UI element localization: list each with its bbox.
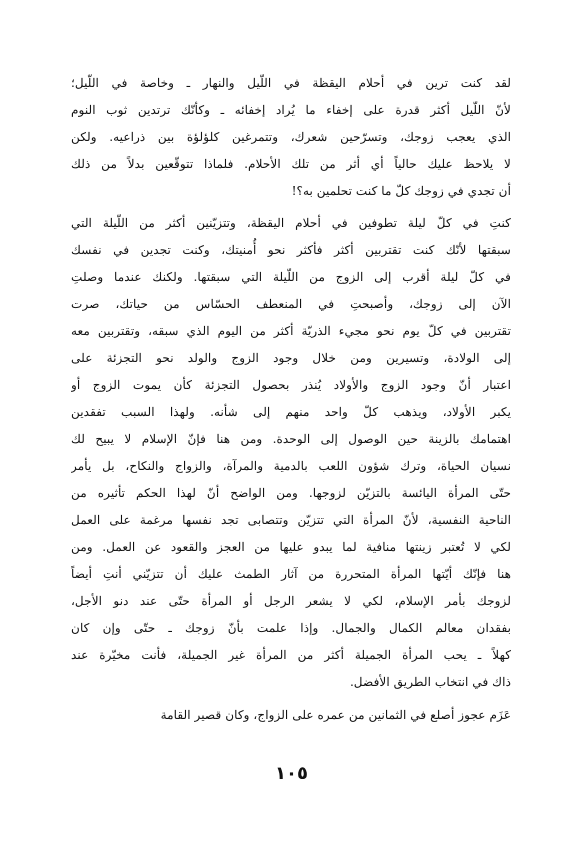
paragraph-3 <box>71 702 511 729</box>
paragraph-line: لا يلاحظ عليك حالياً أي أثر من تلك الأحلام. فلماذا تتوقّعين بدلاً من ذلك <box>71 157 511 171</box>
paragraph-2 <box>71 210 511 696</box>
paragraph-line: الناحية النفسية، لأنّ المرأة التي تتزيّن وتتصابى تجد نفسها مرغمة على العمل <box>71 513 511 527</box>
paragraph-line: لقد كنت ترين في أحلام اليقظة في اللّيل والنهار ـ وخاصة في اللّيل؛ <box>71 76 511 90</box>
paragraph-line: ذاك في انتخاب الطريق الأفضل. <box>349 675 511 689</box>
paragraph-line: اعتبار أنّ وجود الزوج والأولاد يُنذر بحصول التجزئة كأن يموت الزوج أو <box>71 378 511 392</box>
paragraph-line: عَزَم عجوز أصلع في الثمانين من عمره على الزواج، وكان قصير القامة <box>160 708 511 722</box>
paragraph-line: الذي يعجب زوجك، وتسرّحين شعرك، وتتمرغين كلؤلؤة بين ذراعيه. ولكن <box>71 130 511 144</box>
paragraph-line: تقتربين في كلّ يوم نحو مجيء الذريّة أكثر من اليوم الذي سبقه، وتقتربين معه <box>71 324 511 338</box>
paragraph-line: لزوجك بأمر الإسلام، لكي لا يشعر الرجل أو المرأة حتّى عند دنو الأجل، <box>71 594 511 608</box>
paragraph-line: نسيان الحياة، وترك شؤون اللعب بالدمية والمرآة، والزواج والنكاح، بل يأمر <box>71 459 511 473</box>
paragraph-line: بفقدان معالم الكمال والجمال. وإذا علمت بأنّ زوجك ـ حتّى وإن كان <box>71 621 511 635</box>
paragraph-line: كهلاً ـ يحب المرأة الجميلة أكثر من المرأة غير الجميلة، فأنت مخيّرة عند <box>71 648 511 662</box>
paragraph-line: إلى الولادة، وتسيرين ومن خلال وجود الزوج والولد نحو التجزئة على <box>71 351 511 365</box>
paragraph-1 <box>71 70 511 205</box>
page-number: ١٠٥ <box>275 763 308 784</box>
paragraph-line: كنتِ في كلّ ليلة تطوفين في أحلام اليقظة، وتتزيّنين أكثر من اللّيلة التي <box>71 216 511 230</box>
paragraph-line: سبقتها لأنّك كنت تقتربين أكثر فأكثر نحو أُمنيتك، وكنت تجدين في نفسك <box>71 243 511 257</box>
paragraph-line: لأنّ اللّيل أكثر قدرة على إخفاء ما يُراد إخفائه ـ وكأنّك ترتدين ثوب النوم <box>71 103 511 117</box>
paragraph-line: هنا فإنّك أيّتها المرأة المتحررة من آثار الطمث عليك أن تتزيّني أنتِ أيضاً <box>71 567 511 581</box>
paragraph-line: اهتمامك بالزينة حين الوصول إلى الوحدة. ومن هنا فإنّ الإسلام لا يبيح لك <box>71 432 511 446</box>
paragraph-line: يكبر الأولاد، ويذهب كلّ واحد منهم إلى شأنه. ولهذا السبب تفقدين <box>71 405 511 419</box>
paragraph-line: في كلّ ليلة أقرب إلى الزوج من اللّيلة التي سبقتها. ولكنك عندما وصلتِ <box>71 270 511 284</box>
paragraph-line: أن تجدي في زوجك كلّ ما كنت تحلمين به؟! <box>291 184 511 198</box>
paragraph-line: حتّى المرأة اليائسة بالتزيّن لزوجها. ومن الواضح أنّ لهذا الحكم تأثيره من <box>71 486 511 500</box>
paragraph-line: لكي لا تُعتبر زينتها منافية لما يبدو عليها من العجز والقعود عن العمل. ومن <box>71 540 511 554</box>
paragraph-line: الآن إلى زوجك، وأصبحتِ في المنعطف الحسّاس من حياتك، صرت <box>71 297 511 311</box>
